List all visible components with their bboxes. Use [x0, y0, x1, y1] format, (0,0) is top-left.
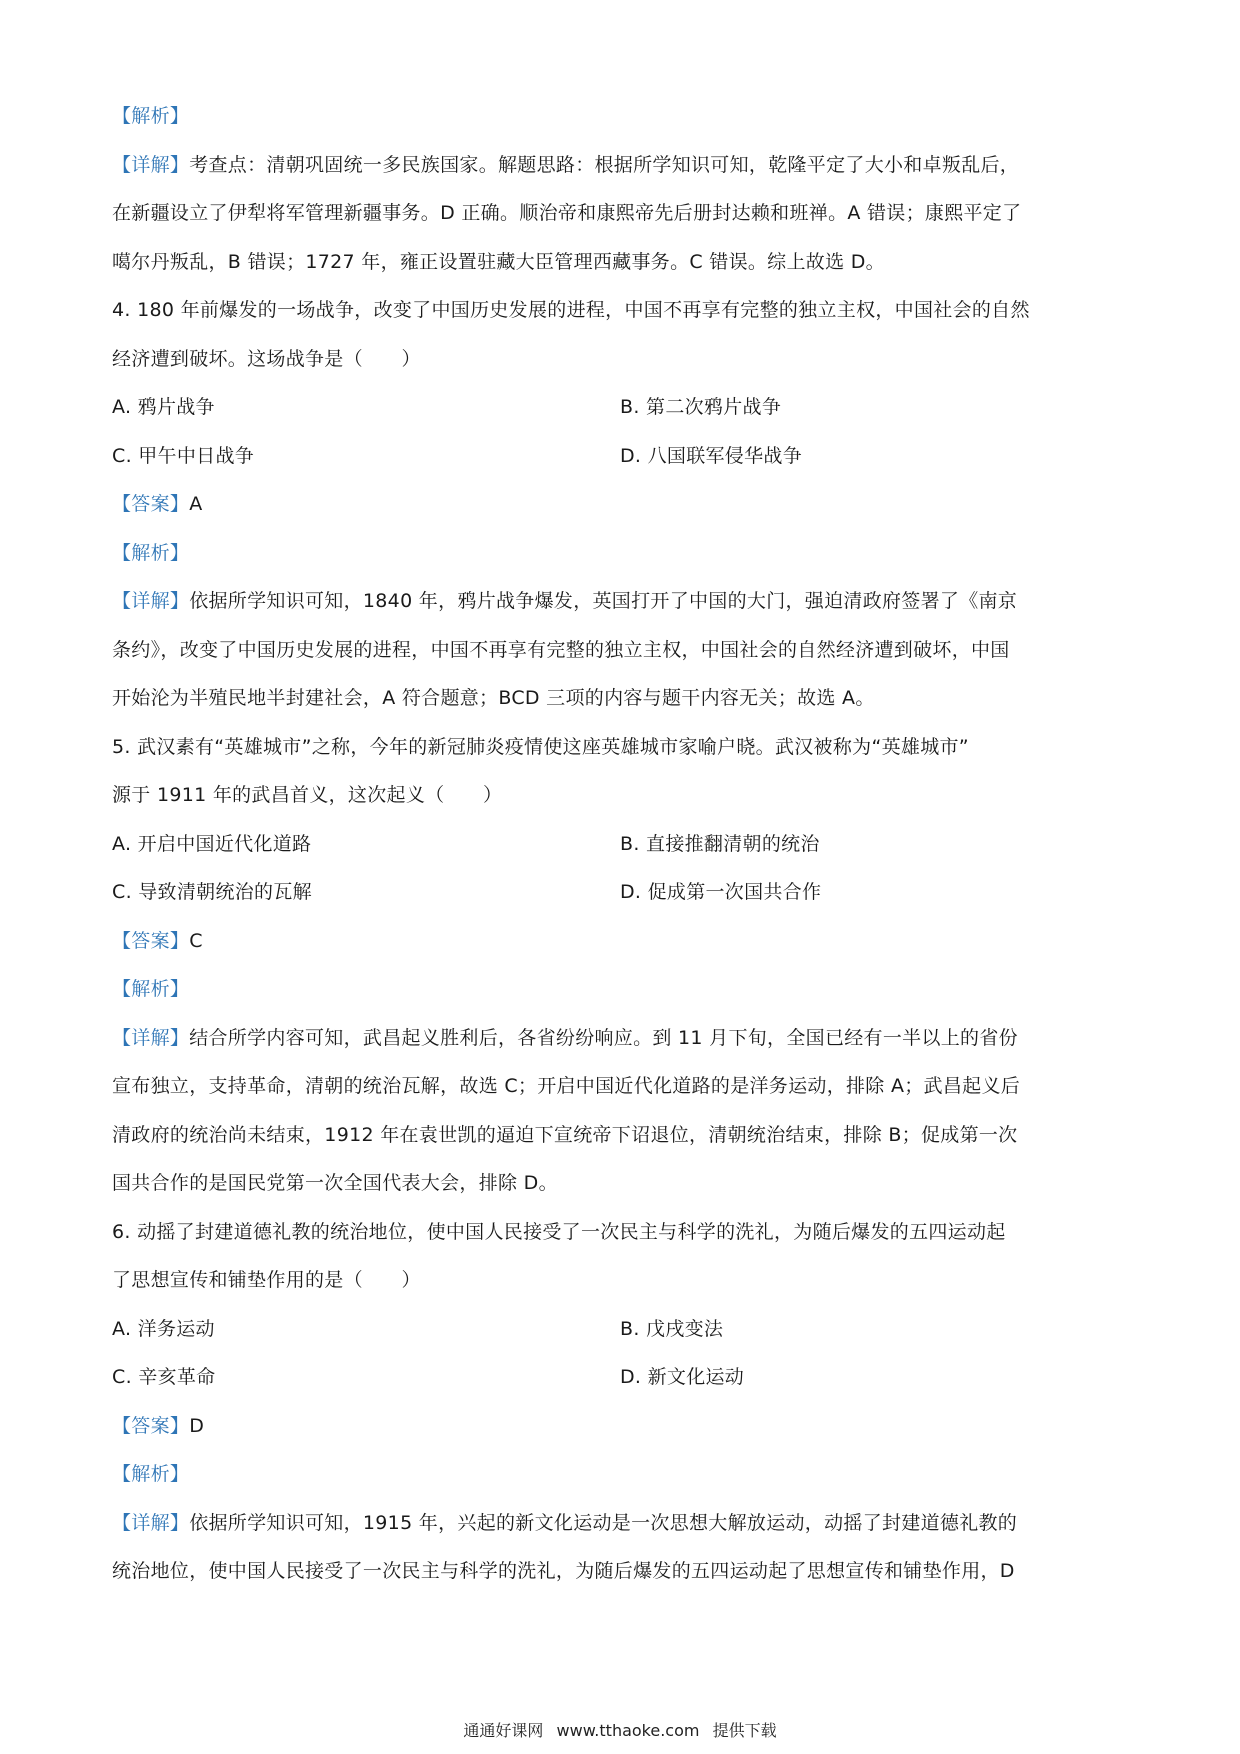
document-page: [112, 92, 1134, 1596]
question-stem: 6. 动摇了封建道德礼教的统治地位，使中国人民接受了一次民主与科学的洗礼，为随后爆发的五四运动起: [112, 1220, 1006, 1243]
option-c: C. 甲午中日战争: [112, 444, 255, 467]
option-row: [112, 383, 1134, 432]
detail-line: 在新疆设立了伊犁将军管理新疆事务。D 正确。顺治帝和康熙帝先后册封达赖和班禅。A 错误；康熙平定了: [112, 202, 1022, 224]
answer-value: C: [189, 929, 203, 952]
analysis-heading: 【解析】: [112, 541, 190, 564]
detail-line: 清政府的统治尚未结束，1912 年在袁世凯的逼迫下宣统帝下诏退位，清朝统治结束，排除 B；促成第一次: [112, 1123, 1018, 1146]
option-d: D. 八国联军侵华战争: [620, 444, 803, 467]
detail-line: 【详解】考查点：清朝巩固统一多民族国家。解题思路：根据所学知识可知，乾隆平定了大小和卓叛乱后，: [112, 153, 1020, 176]
detail-line: 【详解】依据所学知识可知，1840 年，鸦片战争爆发，英国打开了中国的大门，强迫清政府签署了《南京: [112, 590, 1018, 612]
answer-value: A: [189, 493, 203, 515]
analysis-heading: 【解析】: [112, 1463, 190, 1485]
footer-download: 提供下载: [712, 1721, 777, 1740]
option-row: [112, 1305, 1134, 1354]
option-a: A. 洋务运动: [112, 1317, 215, 1340]
option-b: B. 戊戌变法: [620, 1317, 724, 1340]
analysis-heading: 【解析】: [112, 105, 190, 127]
option-d: D. 促成第一次国共合作: [620, 881, 822, 903]
option-row: [112, 820, 1134, 869]
option-c: C. 辛亥革命: [112, 1366, 216, 1388]
answer-value: D: [189, 1414, 205, 1437]
option-a: A. 鸦片战争: [112, 396, 215, 418]
question-stem: 了思想宣传和铺垫作用的是（ ）: [112, 1269, 421, 1291]
question-stem: 经济遭到破坏。这场战争是（ ）: [112, 347, 421, 370]
answer-line: 【答案】A: [112, 493, 203, 515]
option-c: C. 导致清朝统治的瓦解: [112, 881, 312, 903]
option-row: [112, 868, 1134, 917]
detail-line: 统治地位，使中国人民接受了一次民主与科学的洗礼，为随后爆发的五四运动起了思想宣传和铺垫作用，D: [112, 1560, 1015, 1582]
question-stem: 源于 1911 年的武昌首义，这次起义（ ）: [112, 784, 503, 806]
detail-line: 宣布独立，支持革命，清朝的统治瓦解，故选 C；开启中国近代化道路的是洋务运动，排除 A；武昌起义后: [112, 1075, 1021, 1097]
detail-line: 国共合作的是国民党第一次全国代表大会，排除 D。: [112, 1172, 558, 1194]
answer-line: 【答案】D: [112, 1414, 205, 1437]
detail-line: 噶尔丹叛乱，B 错误；1727 年，雍正设置驻藏大臣管理西藏事务。C 错误。综上故选 D。: [112, 250, 885, 273]
option-b: B. 直接推翻清朝的统治: [620, 832, 820, 855]
detail-line: 条约》，改变了中国历史发展的进程，中国不再享有完整的独立主权，中国社会的自然经济遭到破坏，中国: [112, 638, 1010, 661]
question-stem: 4. 180 年前爆发的一场战争，改变了中国历史发展的进程，中国不再享有完整的独立主权，中国社会的自然: [112, 299, 1030, 321]
detail-line: 开始沦为半殖民地半封建社会，A 符合题意；BCD 三项的内容与题干内容无关；故选 A。: [112, 687, 875, 709]
detail-line: 【详解】结合所学内容可知，武昌起义胜利后，各省纷纷响应。到 11 月下旬，全国已经有一半以上的省份: [112, 1026, 1018, 1049]
option-a: A. 开启中国近代化道路: [112, 832, 312, 855]
option-row: [112, 432, 1134, 481]
option-d: D. 新文化运动: [620, 1366, 745, 1388]
analysis-heading: 【解析】: [112, 978, 190, 1000]
footer-url[interactable]: www.tthaoke.com: [556, 1721, 700, 1740]
footer-site-name: 通通好课网: [463, 1721, 544, 1740]
answer-line: 【答案】C: [112, 929, 203, 952]
page-footer: [0, 1718, 1240, 1741]
detail-line: 【详解】依据所学知识可知，1915 年，兴起的新文化运动是一次思想大解放运动，动摇了封建道德礼教的: [112, 1511, 1018, 1534]
option-row: [112, 1353, 1134, 1402]
question-stem: 5. 武汉素有“英雄城市”之称，今年的新冠肺炎疫情使这座英雄城市家喻户晓。武汉被称为“英雄城市”: [112, 735, 969, 758]
option-b: B. 第二次鸦片战争: [620, 396, 782, 418]
